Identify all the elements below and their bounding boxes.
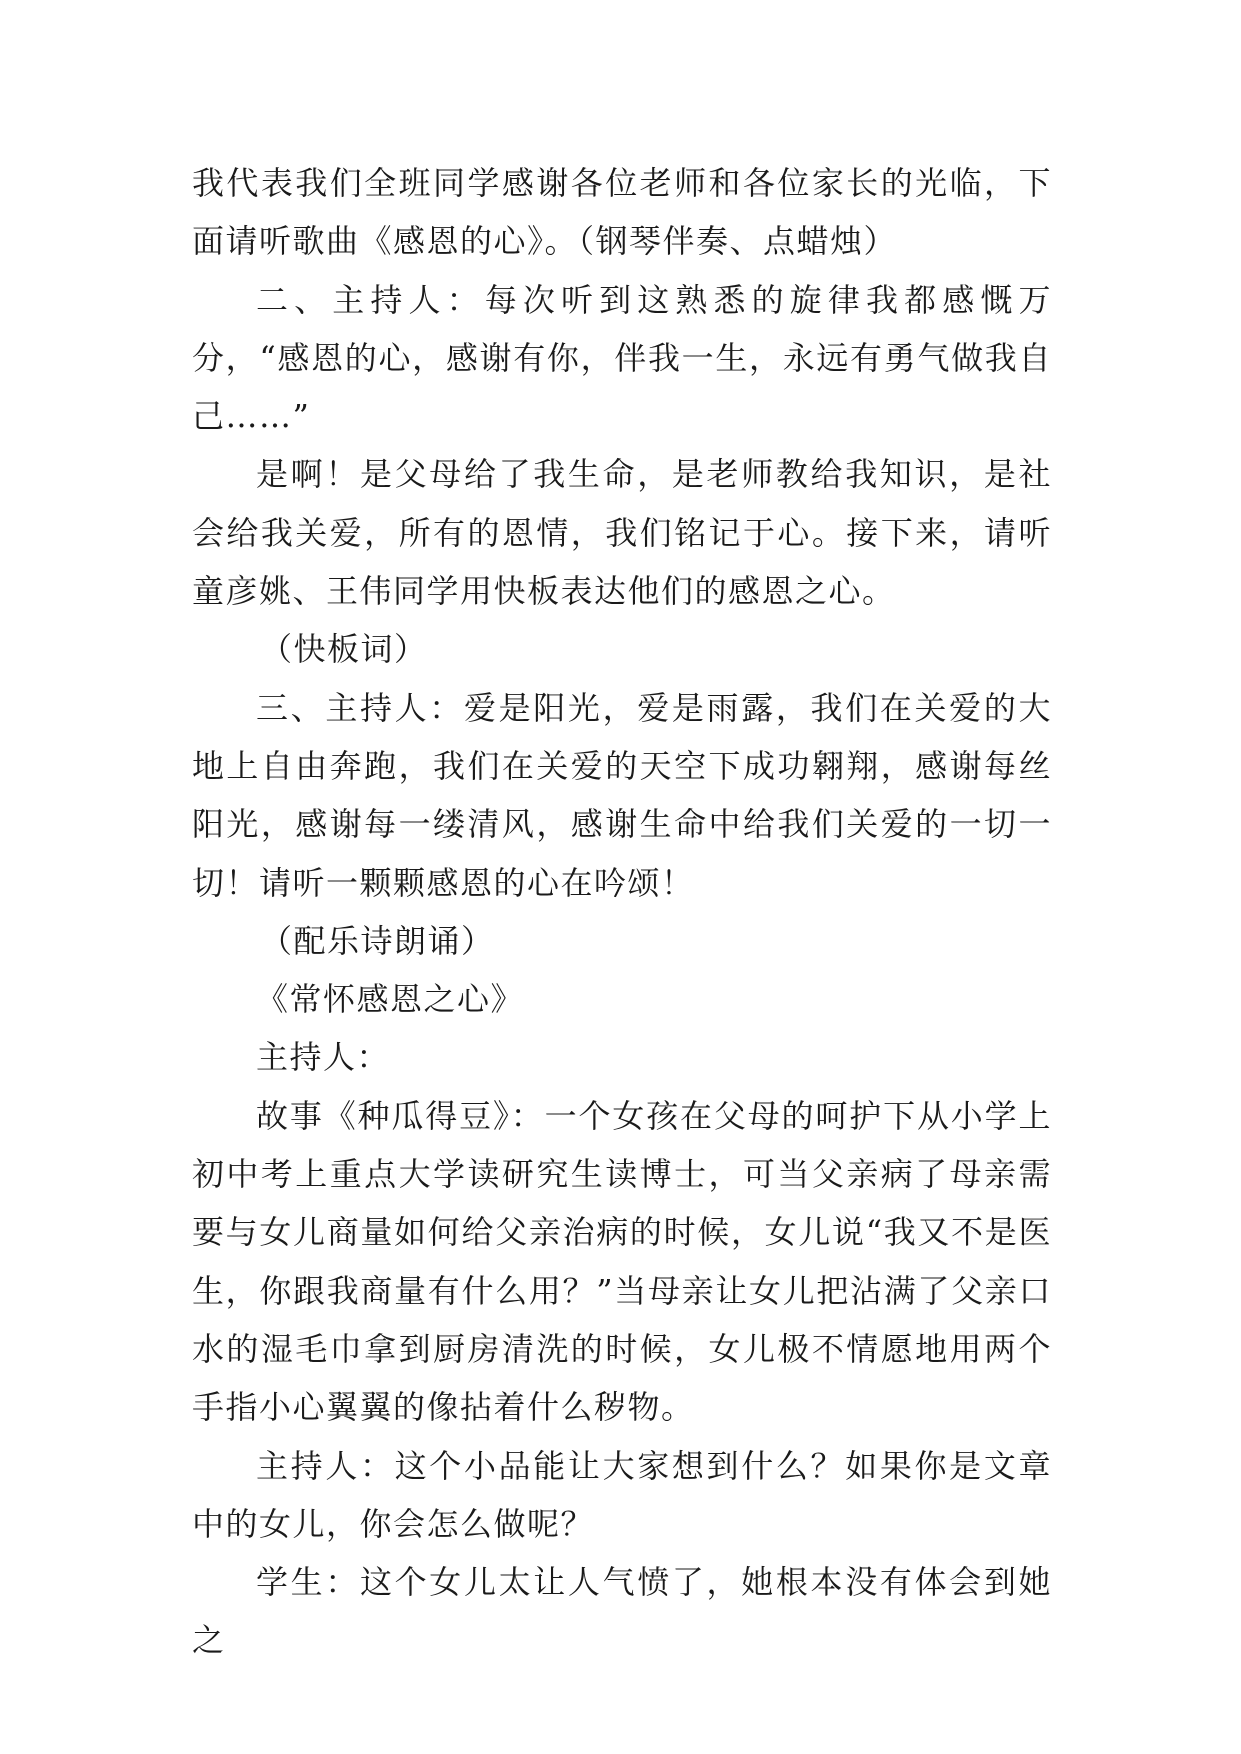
paragraph-host-three: 三、主持人：爱是阳光，爱是雨露，我们在关爱的大地上自由奔跑，我们在关爱的天空下成功翱翔，感谢每丝阳光，感谢每一缕清风，感谢生命中给我们关爱的一切一切！请听一颗颗感恩的心在吟颂！ (192, 688, 1052, 902)
paragraph-story: 故事《种瓜得豆》：一个女孩在父母的呵护下从小学上初中考上重点大学读研究生读博士，可当父亲病了母亲需要与女儿商量如何给父亲治病的时候，女儿说“我又不是医生，你跟我商量有什么用？”当母亲让女儿把沾满了父亲口水的湿毛巾拿到厨房清洗的时候，女儿极不情愿地用两个手指小心翼翼的像拈着什么秽物。 (192, 1096, 1052, 1427)
paragraph-host-question: 主持人：这个小品能让大家想到什么？如果你是文章中的女儿，你会怎么做呢？ (192, 1446, 1052, 1543)
paragraph-gratitude: 是啊！是父母给了我生命，是老师教给我知识，是社会给我关爱，所有的恩情，我们铭记于心。接下来，请听童彦姚、王伟同学用快板表达他们的感恩之心。 (192, 455, 1052, 611)
paragraph-poem-recital-label: （配乐诗朗诵） (260, 921, 495, 960)
paragraph-thanks-song: 我代表我们全班同学感谢各位老师和各位家长的光临，下面请听歌曲《感恩的心》。（钢琴伴奏、点蜡烛） (192, 164, 1052, 261)
paragraph-host-label: 主持人： (256, 1038, 391, 1077)
paragraph-poem-title: 《常怀感恩之心》 (256, 980, 525, 1019)
paragraph-kuaiban-label: （快板词） (260, 630, 428, 669)
paragraph-host-two: 二、主持人：每次听到这熟悉的旋律我都感慨万分，“感恩的心，感谢有你，伴我一生，永远有勇气做我自己……” (192, 280, 1052, 436)
paragraph-student-answer: 学生：这个女儿太让人气愤了，她根本没有体会到她之 (192, 1563, 1052, 1660)
document-page (192, 154, 1052, 1670)
